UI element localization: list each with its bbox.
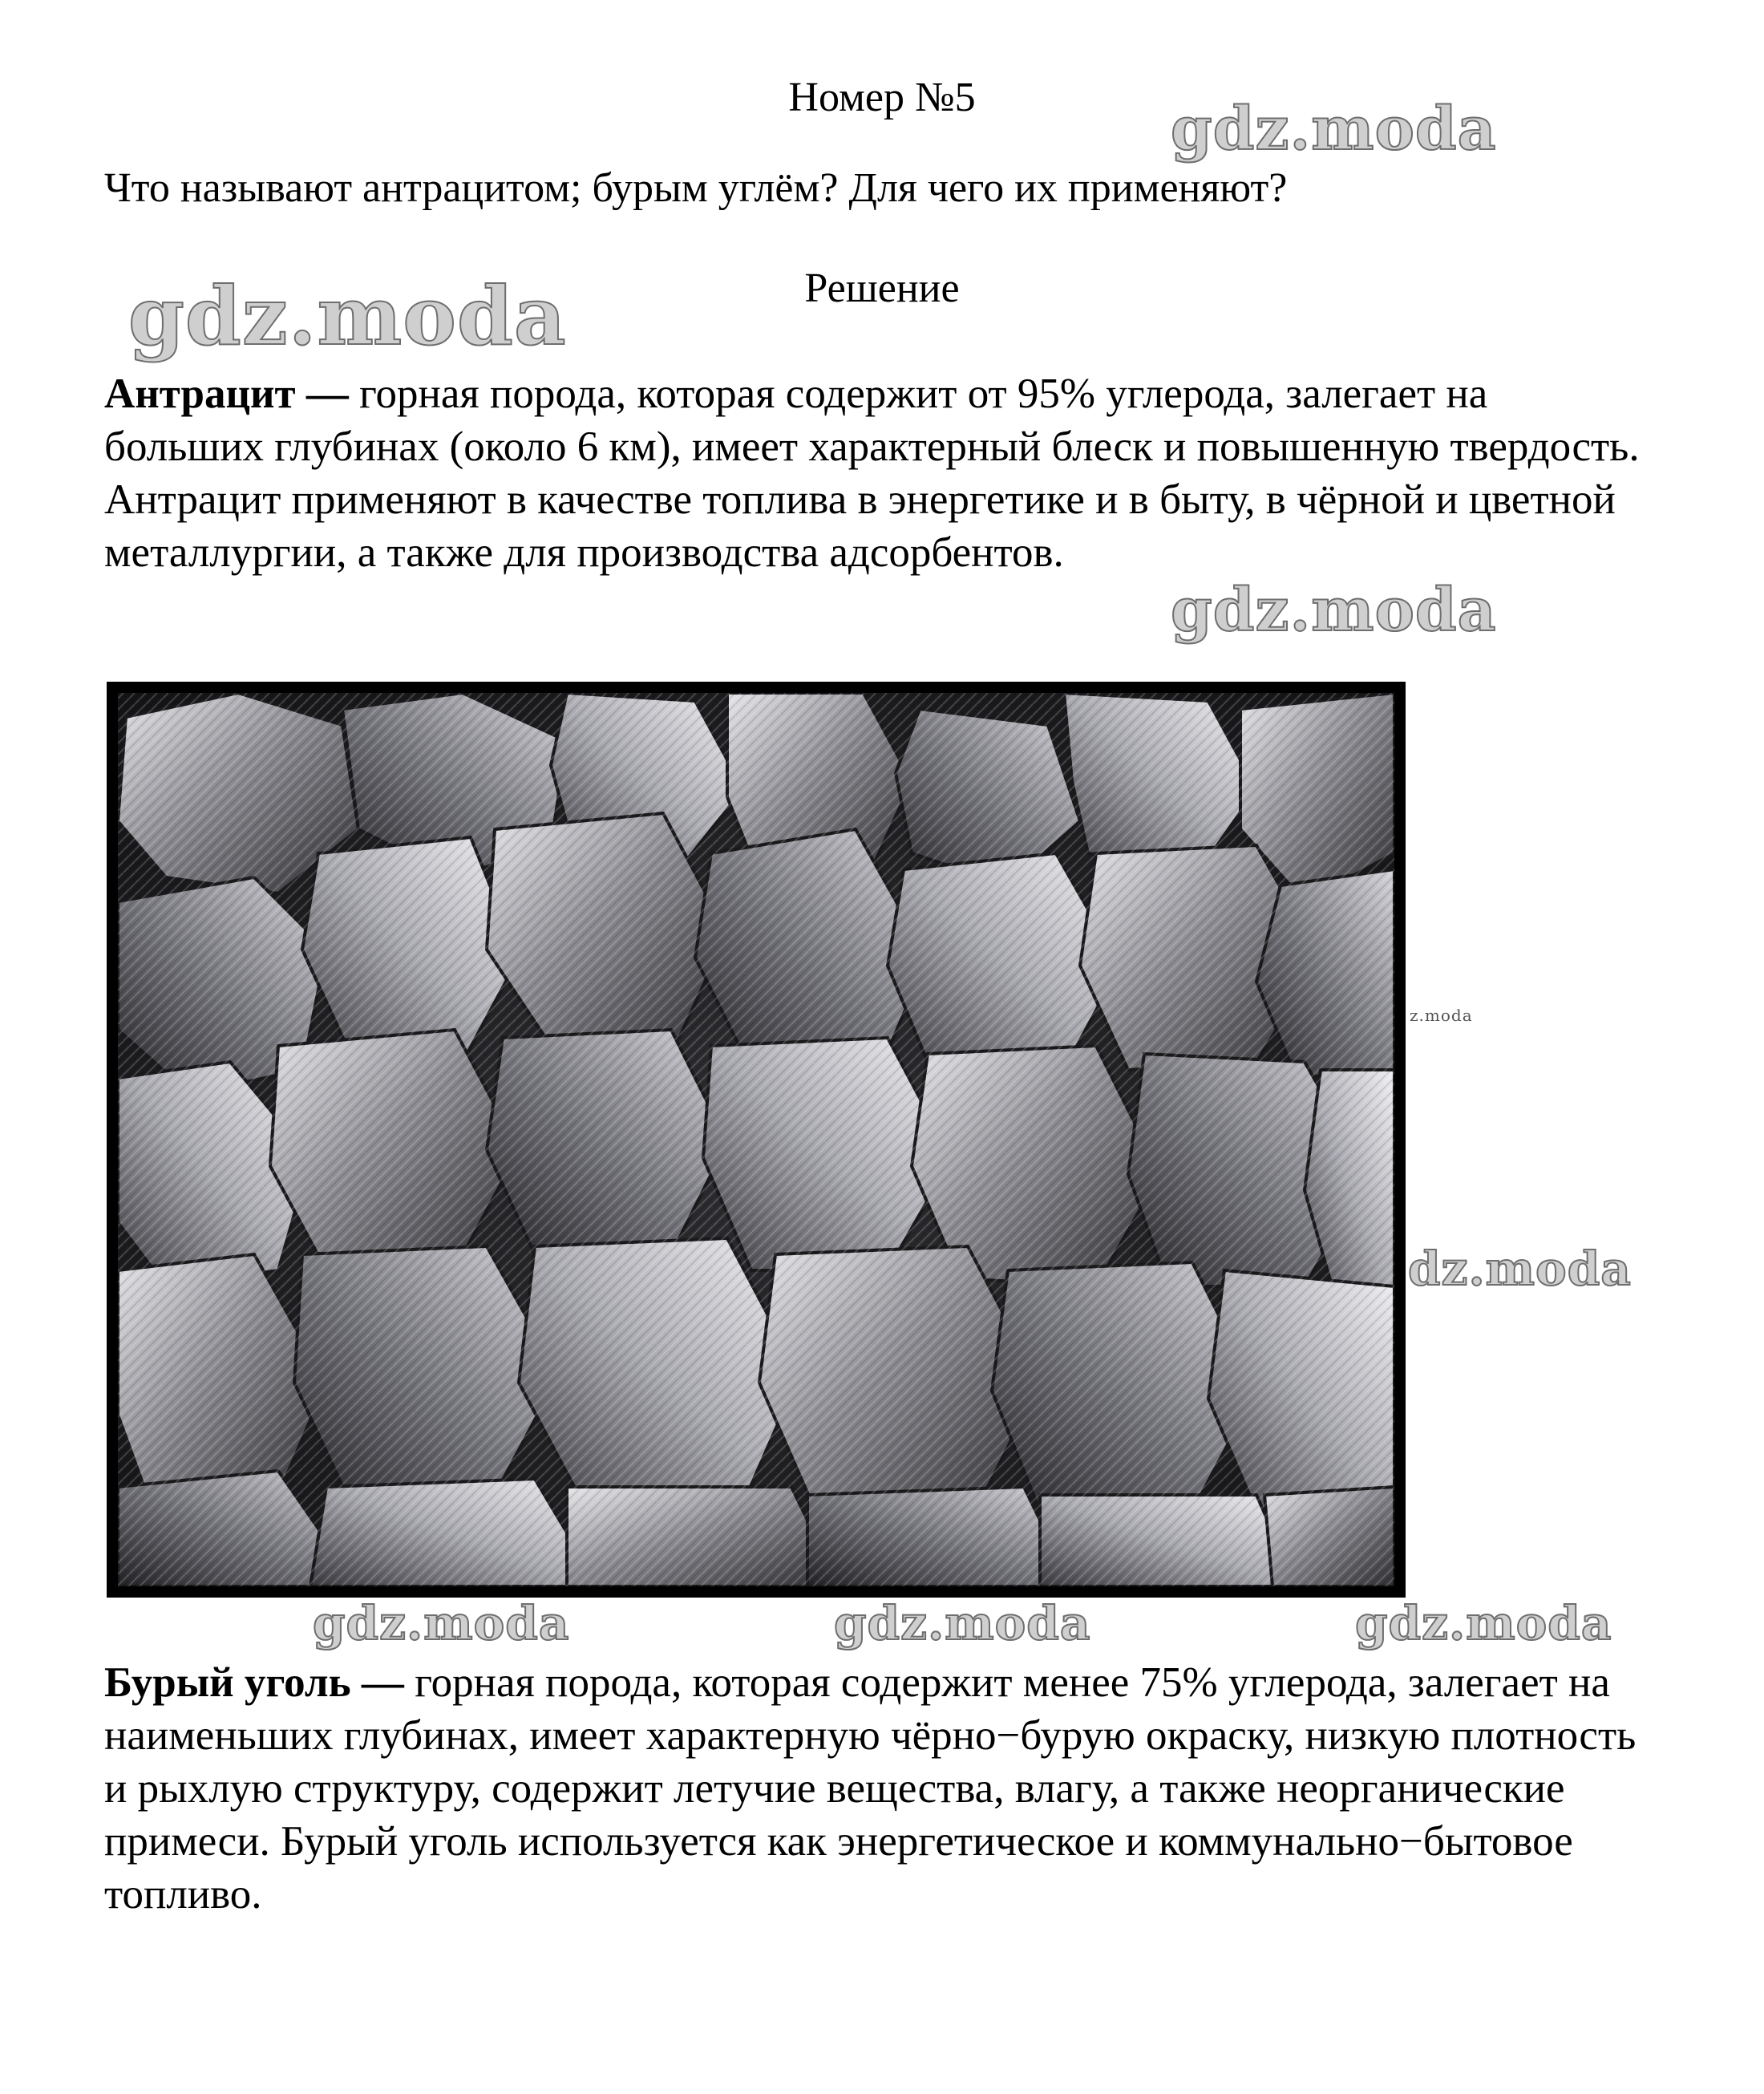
watermark-logo: gdz.moda	[1355, 1596, 1612, 1650]
watermark-logo-partial: dz.moda	[1408, 1241, 1632, 1296]
brown-coal-paragraph	[104, 1656, 1652, 1921]
brown-coal-term: Бурый уголь —	[104, 1659, 404, 1706]
watermark-logo: gdz.moda	[834, 1596, 1091, 1650]
brown-coal-definition: горная порода, которая содержит менее 75% углерода, залегает на наименьших глубинах, имеет характерную чёрно−бурую окраску, низкую плотность и рыхлую структуру, содержит летучие вещества, влагу, а также неорганические примеси. Бурый уголь используется как энергетическое и коммунально−бытовое топливо.	[104, 1659, 1637, 1918]
watermark-logo: gdz.moda	[313, 1596, 570, 1650]
anthracite-term: Антрацит —	[104, 371, 349, 417]
watermark-logo: gdz.moda	[1171, 576, 1497, 645]
anthracite-definition: горная порода, которая содержит от 95% углерода, залегает на больших глубинах (около 6 км), имеет характерный блеск и повышенную твердость. Антрацит применяют в качестве топлива в энергетике и в быту, в чёрной и цветной металлургии, а также для производства адсорбентов.	[104, 371, 1640, 576]
watermark-logo: gdz.moda	[1171, 95, 1497, 164]
question-text: Что называют антрацитом; бурым углём? Для чего их применяют?	[104, 165, 1288, 211]
anthracite-paragraph	[104, 367, 1652, 579]
coal-lumps-image	[118, 693, 1394, 1586]
solution-heading: Решение	[804, 265, 960, 311]
anthracite-photo	[107, 682, 1406, 1598]
watermark-logo: gdz.moda	[128, 269, 567, 363]
page-title: Номер №5	[788, 75, 976, 120]
watermark-logo-small: z.moda	[1410, 1006, 1473, 1025]
